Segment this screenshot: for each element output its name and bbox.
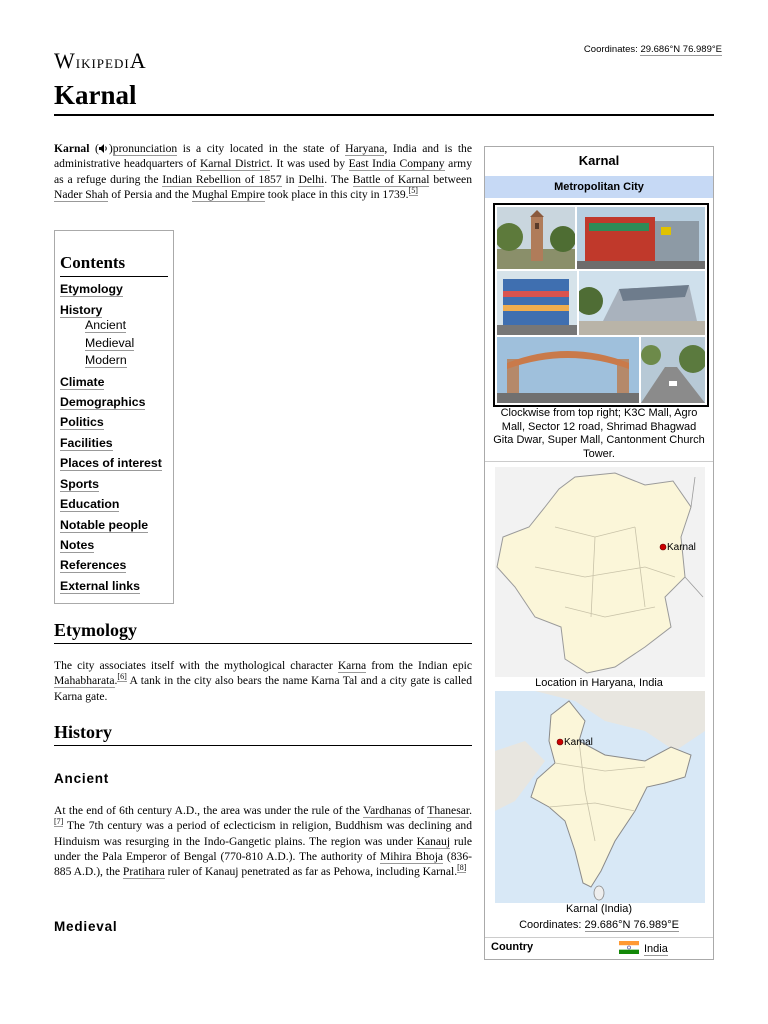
toc-title: Contents <box>60 253 126 272</box>
karna-link[interactable]: Karna <box>337 659 367 672</box>
nader-shah-link[interactable]: Nader Shah <box>54 187 109 201</box>
karnal-marker[interactable] <box>660 544 666 550</box>
toc-item-sports[interactable]: Sports <box>60 477 99 491</box>
k3c-mall-photo[interactable] <box>577 207 705 269</box>
toc-subitem-ancient[interactable]: Ancient <box>85 318 127 332</box>
toc-item-climate[interactable]: Climate <box>60 375 105 389</box>
coordinates-link[interactable]: 29.686°N 76.989°E <box>640 44 722 55</box>
battle-of-karnal-link[interactable]: Battle of Karnal <box>352 172 430 186</box>
etymology-paragraph: The city associates itself with the mythological character Karna from the Indian epic Mahabharata.[6] A tank in the city also bears the name Karna Tal and a city gate is called Karna gate. <box>54 659 472 703</box>
etymology-heading: Etymology <box>54 620 137 640</box>
photo-collage[interactable] <box>493 203 709 407</box>
karnal-district-link[interactable]: Karnal District <box>199 157 270 171</box>
history-divider <box>54 745 472 746</box>
india-locator-map[interactable] <box>495 691 705 903</box>
title-divider <box>54 114 714 116</box>
toc-item-facilities[interactable]: Facilities <box>60 436 113 450</box>
infobox-coordinates-link[interactable]: 29.686°N 76.989°E <box>584 919 679 931</box>
country-label: Country <box>491 941 534 953</box>
infobox-title: Karnal <box>578 153 620 168</box>
pratihara-link[interactable]: Pratihara <box>122 865 165 879</box>
country-value <box>619 941 668 955</box>
toc-item-external-links[interactable]: External links <box>60 579 140 593</box>
agro-mall-photo[interactable] <box>497 271 577 335</box>
toc-item-references[interactable]: References <box>60 558 127 572</box>
india-map-caption: Karnal (India) <box>565 903 633 915</box>
ancient-paragraph: At the end of 6th century A.D., the area was under the rule of the Vardhanas of Thanesar.[7] The 7th century was a period of eclecticism in religion, Buddhism was declining and Hinduism was resurging in the Indo-Gangetic plains. The region was under Kanauj rule under the Pala Emperor of Bengal (770-810 A.D.). The authority of Mihira Bhoja (836-885 A.D.), the Pratihara ruler of Kanauj penetrated as far as Pehowa, including Karnal.[8] <box>54 804 472 879</box>
kanauj-link[interactable]: Kanauj <box>416 834 451 848</box>
intro-paragraph: Karnal ( )pronunciation is a city located in the state of Haryana, India and is the administrative headquarters of Karnal District. It was used by East India Company army as a refuge during the Indian Rebellion of 1857 in Delhi. The Battle of Karnal between Nader Shah of Persia and the Mughal Empire took place in this city in 1739.[5] <box>54 142 472 201</box>
vardhanas-link[interactable]: Vardhanas <box>362 804 412 817</box>
mahabharata-link[interactable]: Mahabharata <box>54 674 115 688</box>
toc-item-demographics[interactable]: Demographics <box>60 395 146 409</box>
haryana-link[interactable]: Haryana <box>345 142 385 155</box>
karnal-marker-india-label: Karnal <box>564 737 593 748</box>
gita-dwar-photo[interactable] <box>497 337 639 403</box>
toc-item-notes[interactable]: Notes <box>60 538 95 552</box>
mughal-empire-link[interactable]: Mughal Empire <box>191 187 265 201</box>
haryana-locator-map[interactable] <box>495 467 705 677</box>
karnal-marker-india[interactable] <box>557 739 563 745</box>
toc-item-education[interactable]: Education <box>60 497 120 511</box>
infobox <box>484 146 714 960</box>
history-heading: History <box>54 722 112 742</box>
infobox-subtitle: Metropolitan City <box>485 176 713 198</box>
ancient-heading: Ancient <box>54 771 110 786</box>
karnal-marker-label: Karnal <box>667 542 696 553</box>
toc-item-politics[interactable]: Politics <box>60 415 104 429</box>
wikipedia-logo[interactable]: WikipediA <box>54 48 147 73</box>
collage-caption: Clockwise from top right; K3C Mall, Agro Mall, Sector 12 road, Shrimad Bhagwad Gita Dwar, Super Mall, Cantonment Church Tower. <box>493 407 705 460</box>
table-of-contents <box>54 230 174 604</box>
india-link[interactable]: India <box>644 943 668 955</box>
toc-divider <box>60 276 168 277</box>
toc-subitem-modern[interactable]: Modern <box>85 353 127 367</box>
pronunciation-link[interactable]: pronunciation <box>112 142 178 155</box>
coordinates-label: Coordinates <box>583 44 636 55</box>
thanesar-link[interactable]: Thanesar <box>427 804 470 817</box>
haryana-map-caption: Location in Haryana, India <box>535 677 663 689</box>
super-mall-photo[interactable] <box>579 271 705 335</box>
toc-item-etymology[interactable]: Etymology <box>60 282 123 296</box>
church-tower-photo[interactable] <box>497 207 575 269</box>
toc-item-history[interactable]: History <box>60 303 103 317</box>
infobox-divider-2 <box>485 937 713 938</box>
page-title: Karnal <box>54 80 137 110</box>
rebellion-1857-link[interactable]: Indian Rebellion of 1857 <box>162 172 282 186</box>
ref-8[interactable]: [8] <box>457 863 467 873</box>
ref-7[interactable]: [7] <box>54 817 64 827</box>
speaker-icon[interactable]: ( ) <box>95 142 113 155</box>
ref-5[interactable]: [5] <box>408 186 418 196</box>
toc-item-notable-people[interactable]: Notable people <box>60 518 149 532</box>
india-flag-icon <box>619 941 639 954</box>
toc-item-places-of-interest[interactable]: Places of interest <box>60 456 162 470</box>
ref-6[interactable]: [6] <box>117 672 127 682</box>
delhi-link[interactable]: Delhi <box>298 172 325 186</box>
toc-subitem-medieval[interactable]: Medieval <box>85 336 135 350</box>
infobox-divider <box>485 461 713 462</box>
infobox-coordinates: Coordinates: 29.686°N 76.989°E <box>519 919 679 931</box>
east-india-company-link[interactable]: East India Company <box>348 157 445 171</box>
medieval-heading: Medieval <box>54 919 118 934</box>
mihira-bhoja-link[interactable]: Mihira Bhoja <box>380 849 444 863</box>
sector-12-road-photo[interactable] <box>641 337 705 403</box>
etymology-divider <box>54 643 472 644</box>
coordinates-top: Coordinates: 29.686°N 76.989°E <box>583 44 722 55</box>
lead-term: Karnal <box>54 142 90 155</box>
